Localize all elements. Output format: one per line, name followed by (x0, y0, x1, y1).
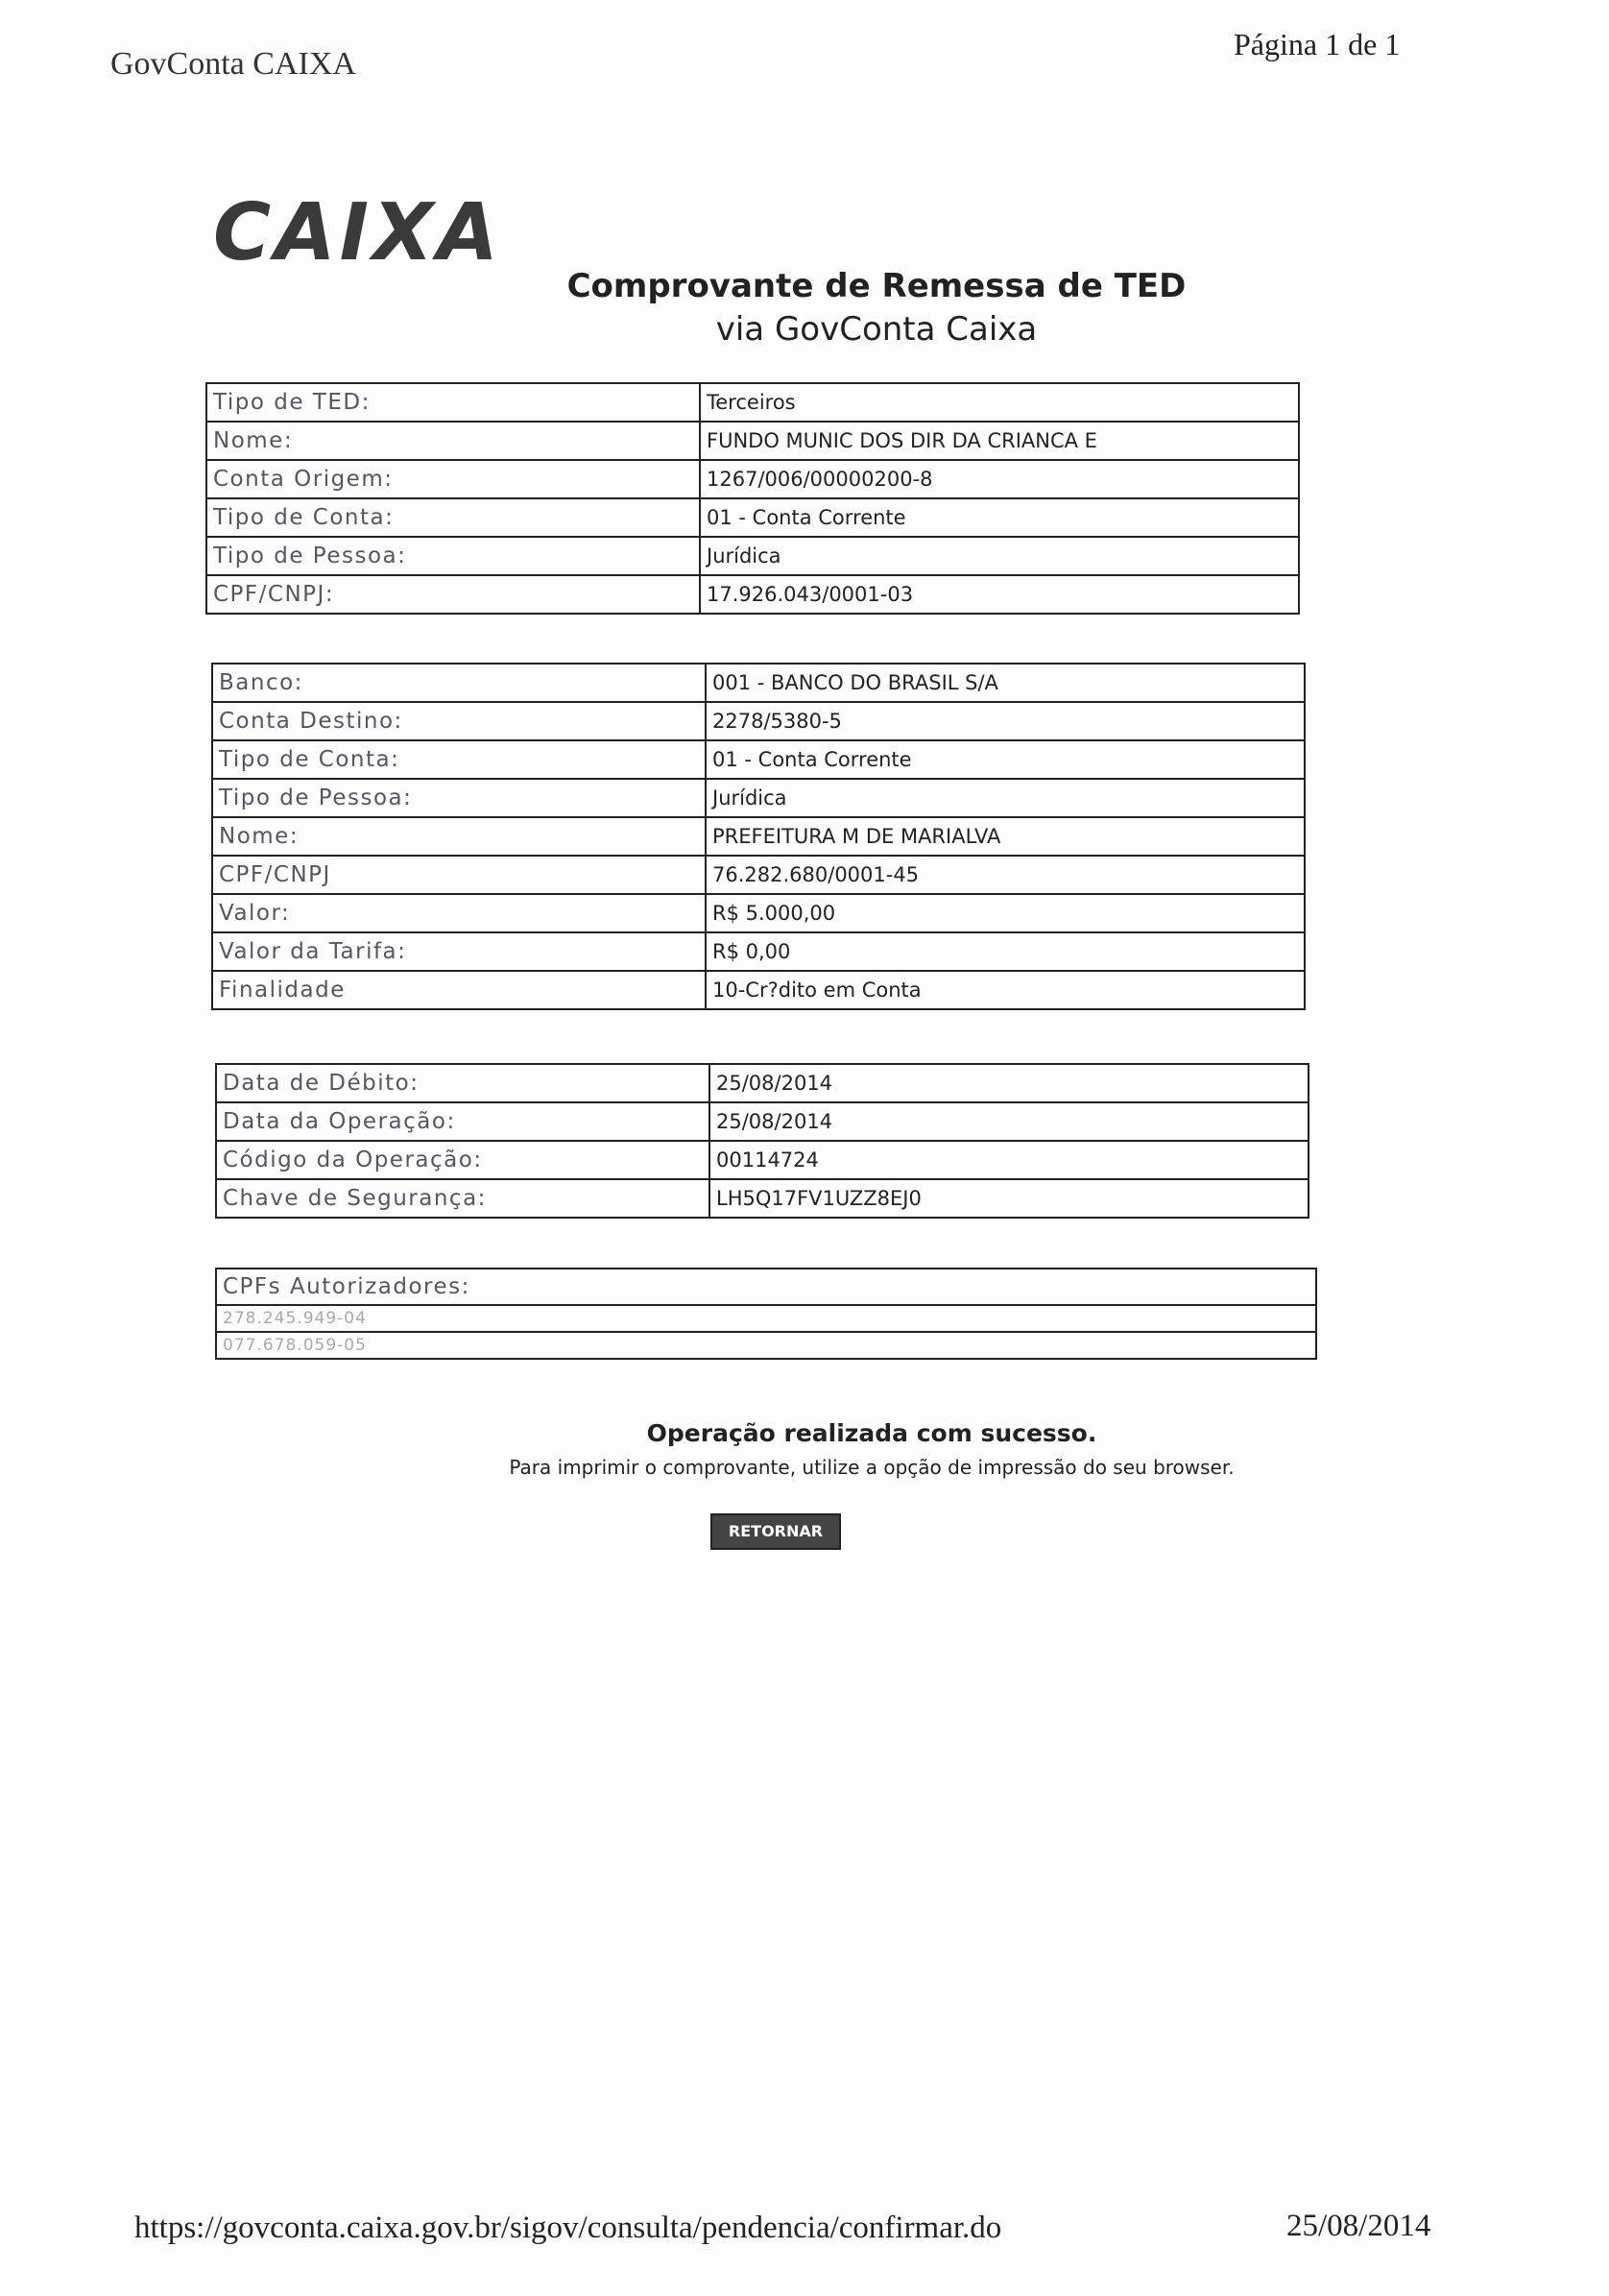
field-label: Código da Operação: (216, 1141, 709, 1179)
authorizer-cpf: 278.245.949-04 (216, 1305, 1316, 1332)
table-row (212, 817, 1305, 856)
footer-url: https://govconta.caixa.gov.br/sigov/consulta/pendencia/confirmar.do (134, 2211, 1002, 2245)
field-value: FUNDO MUNIC DOS DIR DA CRIANCA E (700, 422, 1299, 460)
field-value: Jurídica (700, 537, 1299, 575)
success-message: Operação realizada com sucesso. (646, 1419, 1097, 1447)
field-value: 10-Cr?dito em Conta (706, 971, 1305, 1009)
field-value: 01 - Conta Corrente (700, 498, 1299, 537)
page-number: Página 1 de 1 (1234, 27, 1401, 61)
field-label: CPF/CNPJ: (206, 575, 700, 614)
table-row (206, 460, 1299, 498)
field-value: Terceiros (700, 383, 1299, 422)
field-label: Tipo de Conta: (206, 498, 700, 537)
table-row (212, 740, 1305, 779)
table-row (216, 1179, 1309, 1218)
field-label: Chave de Segurança: (216, 1179, 709, 1218)
table-row (212, 894, 1305, 932)
field-value: 1267/006/00000200-8 (700, 460, 1299, 498)
authorizers-table (215, 1268, 1317, 1360)
field-label: Conta Destino: (212, 702, 706, 740)
table-row (216, 1305, 1316, 1332)
table-row (212, 664, 1305, 702)
field-value: 2278/5380-5 (706, 702, 1305, 740)
field-value: 01 - Conta Corrente (706, 740, 1305, 779)
footer-date: 25/08/2014 (1286, 2209, 1431, 2243)
table-row (206, 575, 1299, 614)
field-label: Data de Débito: (216, 1064, 709, 1102)
table-row (216, 1332, 1316, 1359)
field-label: Nome: (206, 422, 700, 460)
print-hint: Para imprimir o comprovante, utilize a opção de impressão do seu browser. (509, 1456, 1235, 1479)
table-row (206, 498, 1299, 537)
return-button[interactable]: RETORNAR (710, 1513, 841, 1550)
field-label: Data da Operação: (216, 1102, 709, 1141)
table-row (212, 932, 1305, 971)
field-value: R$ 0,00 (706, 932, 1305, 971)
page-subtitle: via GovConta Caixa (715, 310, 1038, 349)
authorizers-label: CPFs Autorizadores: (216, 1269, 1316, 1305)
field-value: LH5Q17FV1UZZ8EJ0 (709, 1179, 1309, 1218)
table-row (212, 856, 1305, 894)
table-row (212, 971, 1305, 1009)
table-row (212, 779, 1305, 817)
field-value: 25/08/2014 (709, 1102, 1309, 1141)
field-label: Tipo de Pessoa: (206, 537, 700, 575)
table-row (206, 383, 1299, 422)
table-row (216, 1102, 1309, 1141)
field-value: 25/08/2014 (709, 1064, 1309, 1102)
field-value: 17.926.043/0001-03 (700, 575, 1299, 614)
field-label: Tipo de Conta: (212, 740, 706, 779)
field-value: 76.282.680/0001-45 (706, 856, 1305, 894)
origin-details-table (205, 382, 1300, 615)
table-row (216, 1141, 1309, 1179)
table-row (206, 537, 1299, 575)
field-label: Valor: (212, 894, 706, 932)
authorizer-cpf: 077.678.059-05 (216, 1332, 1316, 1359)
field-value: PREFEITURA M DE MARIALVA (706, 817, 1305, 856)
field-value: 001 - BANCO DO BRASIL S/A (706, 664, 1305, 702)
field-label: Tipo de Pessoa: (212, 779, 706, 817)
field-label: Valor da Tarifa: (212, 932, 706, 971)
table-row (212, 702, 1305, 740)
field-label: Tipo de TED: (206, 383, 700, 422)
caixa-logo: CAIXA (213, 187, 502, 278)
field-label: Conta Origem: (206, 460, 700, 498)
field-value: R$ 5.000,00 (706, 894, 1305, 932)
table-row (216, 1269, 1316, 1305)
field-label: Nome: (212, 817, 706, 856)
field-label: Finalidade (212, 971, 706, 1009)
field-value: Jurídica (706, 779, 1305, 817)
page-title: Comprovante de Remessa de TED (566, 267, 1187, 305)
header-app-title: GovConta CAIXA (110, 46, 356, 82)
field-label: CPF/CNPJ (212, 856, 706, 894)
field-value: 00114724 (709, 1141, 1309, 1179)
table-row (216, 1064, 1309, 1102)
field-label: Banco: (212, 664, 706, 702)
destination-details-table (211, 663, 1306, 1010)
table-row (206, 422, 1299, 460)
operation-details-table (215, 1063, 1309, 1219)
